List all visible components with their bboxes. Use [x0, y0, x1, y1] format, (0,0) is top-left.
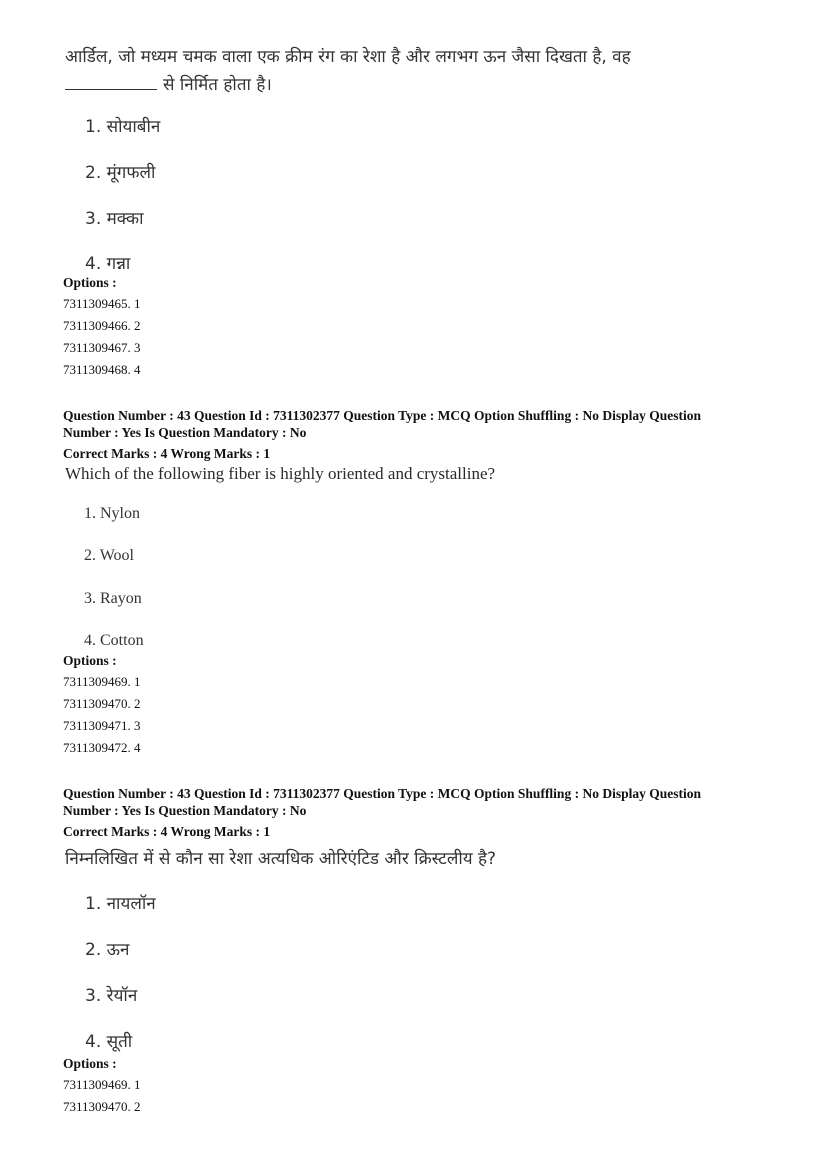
q43hi-question: निम्नलिखित में से कौन सा रेशा अत्यधिक ओरिएंटिड और क्रिस्टलीय है?: [65, 849, 497, 869]
q42-option-id-2: 7311309466. 2: [63, 318, 141, 333]
q42-option-id-4: 7311309468. 4: [63, 362, 141, 377]
q42-option-id-1: 7311309465. 1: [63, 296, 141, 311]
q43hi-meta-line2: Number : Yes Is Question Mandatory : No: [63, 803, 307, 818]
q42-choice-2: 2. मूंगफली: [85, 163, 156, 183]
q42-question-suffix: से निर्मित होता है।: [163, 75, 272, 95]
q43hi-choice-2: 2. ऊन: [85, 940, 130, 960]
q42-question-line2: [65, 72, 272, 95]
q43en-option-id-3: 7311309471. 3: [63, 718, 141, 733]
q43en-meta-line2: Number : Yes Is Question Mandatory : No: [63, 425, 307, 440]
fill-in-blank: [65, 89, 157, 90]
q43hi-options-label: Options :: [63, 1056, 117, 1071]
q43en-question: Which of the following fiber is highly oriented and crystalline?: [65, 464, 496, 483]
q42-choice-4: 4. गन्ना: [85, 254, 131, 274]
q43en-choice-4: 4. Cotton: [84, 632, 144, 649]
q43hi-meta-line1: Question Number : 43 Question Id : 7311302377 Question Type : MCQ Option Shuffling : No Display Question: [63, 786, 701, 801]
q43en-meta-line1: Question Number : 43 Question Id : 7311302377 Question Type : MCQ Option Shuffling : No Display Question: [63, 408, 701, 423]
q42-choice-3: 3. मक्का: [85, 209, 144, 229]
q43en-option-id-2: 7311309470. 2: [63, 696, 141, 711]
q42-question-line1: आर्डिल, जो मध्यम चमक वाला एक क्रीम रंग का रेशा है और लगभग ऊन जैसा दिखता है, वह: [65, 47, 631, 67]
q43en-marks: Correct Marks : 4 Wrong Marks : 1: [63, 446, 271, 461]
q42-choice-1: 1. सोयाबीन: [85, 117, 161, 137]
q43hi-option-id-1: 7311309469. 1: [63, 1077, 141, 1092]
q42-options-label: Options :: [63, 275, 117, 290]
q43hi-choice-1: 1. नायलॉन: [85, 894, 156, 914]
q43en-option-id-4: 7311309472. 4: [63, 740, 141, 755]
q42-option-id-3: 7311309467. 3: [63, 340, 141, 355]
q43hi-marks: Correct Marks : 4 Wrong Marks : 1: [63, 824, 271, 839]
q43en-options-label: Options :: [63, 653, 117, 668]
q43hi-choice-3: 3. रेयॉन: [85, 986, 138, 1006]
q43hi-choice-4: 4. सूती: [85, 1032, 133, 1052]
q43en-choice-1: 1. Nylon: [84, 505, 140, 522]
q43hi-option-id-2: 7311309470. 2: [63, 1099, 141, 1114]
q43en-choice-3: 3. Rayon: [84, 590, 142, 607]
q43en-option-id-1: 7311309469. 1: [63, 674, 141, 689]
q43en-choice-2: 2. Wool: [84, 547, 134, 564]
